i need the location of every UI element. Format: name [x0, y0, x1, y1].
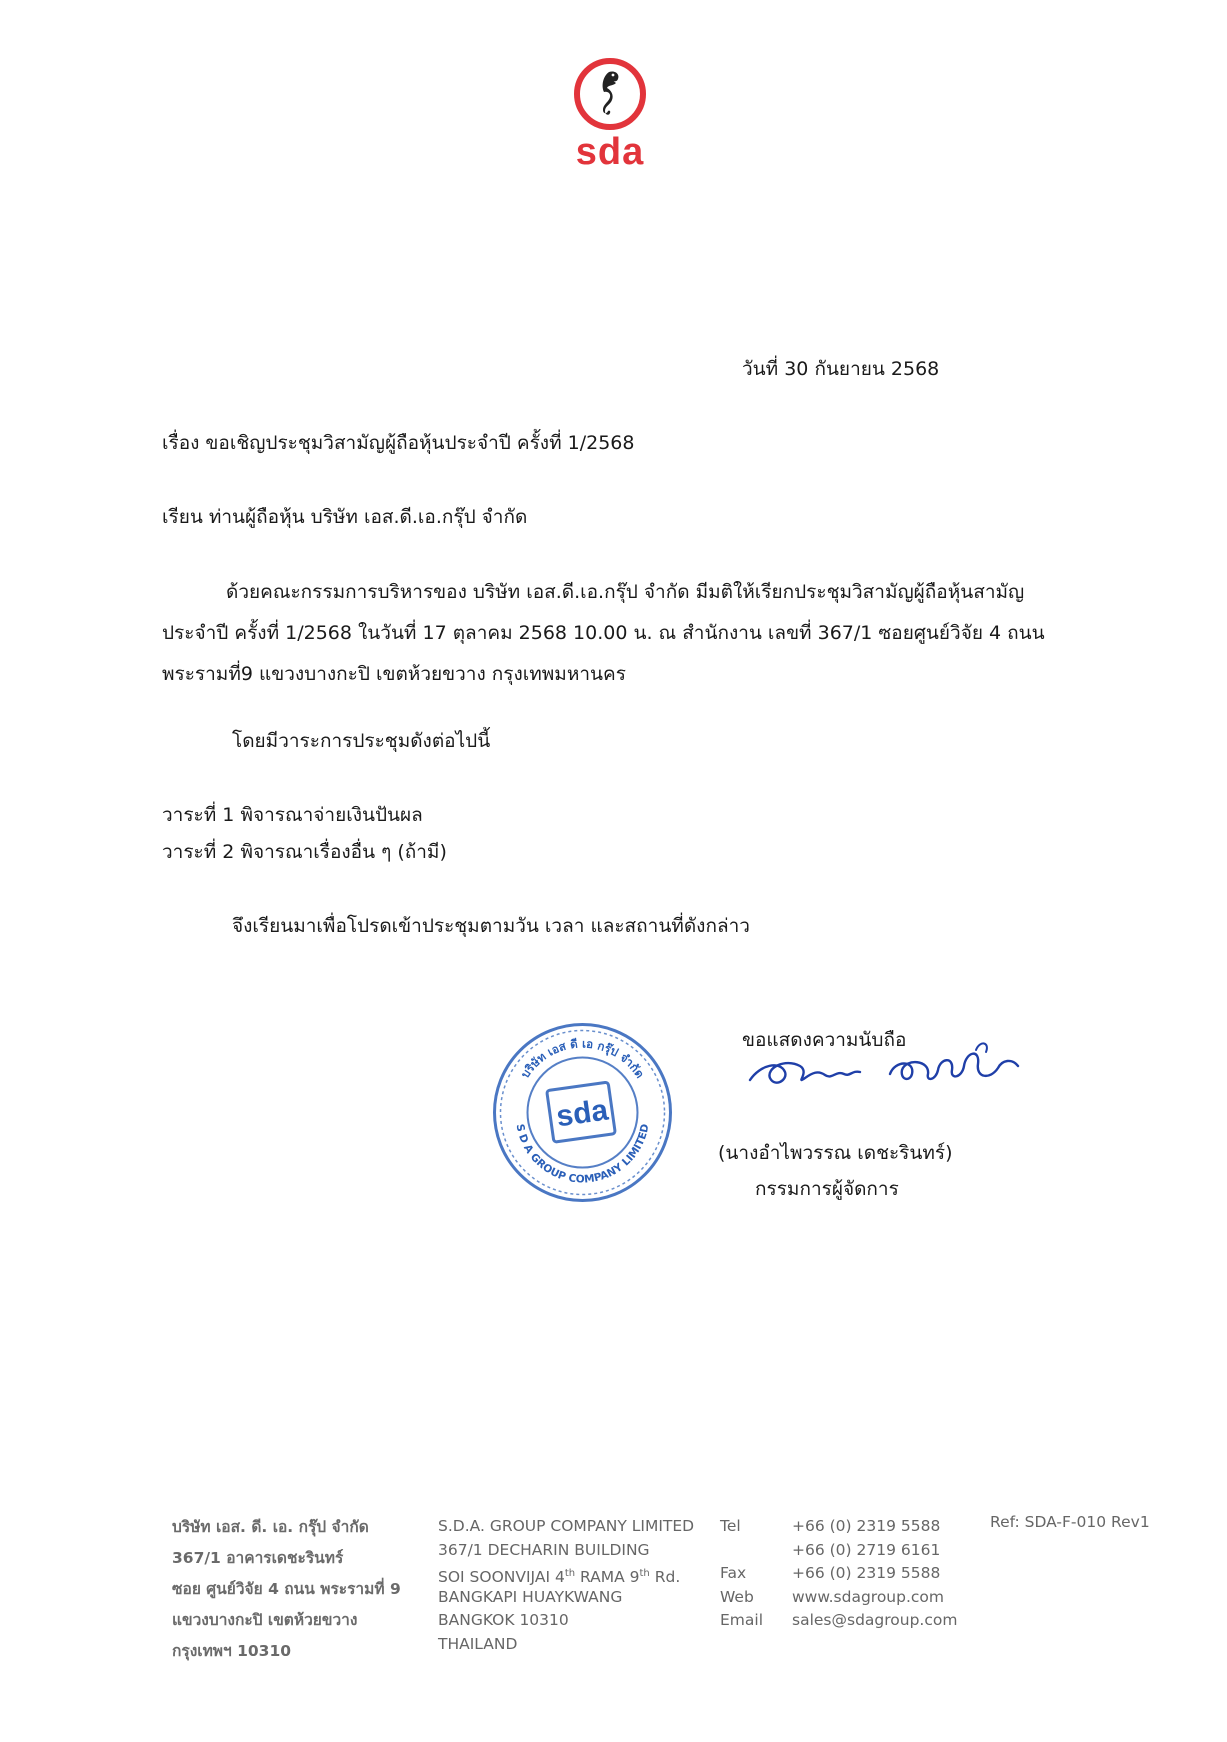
- footer-thai-address: [172, 1512, 401, 1667]
- signer-title: กรรมการผู้จัดการ: [755, 1178, 899, 1200]
- contact-email-link[interactable]: sales@sdagroup.com: [792, 1611, 958, 1629]
- footer-english-line: THAILAND: [438, 1634, 518, 1653]
- contact-fax: +66 (0) 2319 5588: [792, 1564, 941, 1582]
- agenda-intro: โดยมีวาระการประชุมดังต่อไปนี้: [232, 730, 491, 752]
- footer-thai-line: แขวงบางกะปิ เขตห้วยขวาง: [172, 1611, 358, 1629]
- signer-name: (นางอำไพวรรณ เดชะรินทร์): [718, 1142, 953, 1164]
- letter-salutation: เรียน ท่านผู้ถือหุ้น บริษัท เอส.ดี.เอ.กรุ๊ป จำกัด: [162, 506, 528, 528]
- body-paragraph-text: ด้วยคณะกรรมการบริหารของ บริษัท เอส.ดี.เอ.กรุ๊ป จำกัด มีมติให้เรียกประชุมวิสามัญผู้ถือหุ้นสามัญประจำปี ครั้งที่ 1/2568 ในวันที่ 17 ตุลาคม 2568 10.00 น. ณ สำนักงาน เลขที่ 367/1 ซอยศูนย์วิจัย 4 ถนนพระรามที่9 แขวงบางกะปิ เขตห้วยขวาง กรุงเทพมหานคร: [162, 581, 1045, 685]
- footer-thai-line: บริษัท เอส. ดี. เอ. กรุ๊ป จำกัด: [172, 1518, 369, 1536]
- body-paragraph: [162, 572, 1062, 695]
- letter-date: วันที่ 30 กันยายน 2568: [742, 358, 940, 380]
- agenda-item: วาระที่ 1 พิจารณาจ่ายเงินปันผล: [162, 804, 423, 826]
- contact-tel-1: +66 (0) 2319 5588: [792, 1517, 941, 1535]
- signature-image: [740, 1030, 1030, 1100]
- letter-closing: จึงเรียนมาเพื่อโปรดเข้าประชุมตามวัน เวลา และสถานที่ดังกล่าว: [232, 915, 750, 937]
- footer-english-line: S.D.A. GROUP COMPANY LIMITED: [438, 1517, 695, 1535]
- logo-circle: [574, 58, 646, 130]
- company-logo: [560, 58, 660, 172]
- footer-english-line: BANGKAPI HUAYKWANG: [438, 1587, 623, 1606]
- contact-label: Email: [720, 1611, 764, 1629]
- contact-tel-2: +66 (0) 2719 6161: [792, 1540, 941, 1559]
- letter-subject: เรื่อง ขอเชิญประชุมวิสามัญผู้ถือหุ้นประจำปี ครั้งที่ 1/2568: [162, 432, 635, 454]
- footer-thai-line: กรุงเทพฯ 10310: [172, 1642, 292, 1660]
- agenda-item: วาระที่ 2 พิจารณาเรื่องอื่น ๆ (ถ้ามี): [162, 841, 447, 863]
- stamp-text-bottom: S D A GROUP COMPANY LIMITED: [513, 1122, 652, 1186]
- footer-english-address: [438, 1515, 694, 1656]
- seahorse-icon: [595, 68, 625, 120]
- stamp-center-text: sda: [554, 1093, 611, 1134]
- logo-brand-text: sda: [575, 131, 645, 173]
- footer-contact-values: [792, 1515, 957, 1633]
- contact-label: Web: [720, 1587, 754, 1606]
- footer-thai-line: 367/1 อาคารเดชะรินทร์: [172, 1549, 344, 1567]
- footer-contact-labels: [720, 1515, 763, 1633]
- contact-web-link[interactable]: www.sdagroup.com: [792, 1587, 944, 1606]
- contact-label: Fax: [720, 1564, 747, 1582]
- footer-english-line: SOI SOONVIJAI 4th RAMA 9th Rd.: [438, 1568, 681, 1587]
- contact-label: Tel: [720, 1517, 741, 1535]
- document-reference: Ref: SDA-F-010 Rev1: [990, 1513, 1150, 1531]
- company-stamp: [490, 1020, 675, 1205]
- footer-thai-line: ซอย ศูนย์วิจัย 4 ถนน พระรามที่ 9: [172, 1580, 401, 1598]
- footer-english-line: 367/1 DECHARIN BUILDING: [438, 1540, 650, 1559]
- contact-label: [720, 1539, 763, 1563]
- footer-english-line: BANGKOK 10310: [438, 1611, 569, 1629]
- stamp-text-top: บริษัท เอส ดี เอ กรุ๊ป จำกัด: [517, 1036, 648, 1081]
- letter-regards: ขอแสดงความนับถือ: [742, 1029, 907, 1051]
